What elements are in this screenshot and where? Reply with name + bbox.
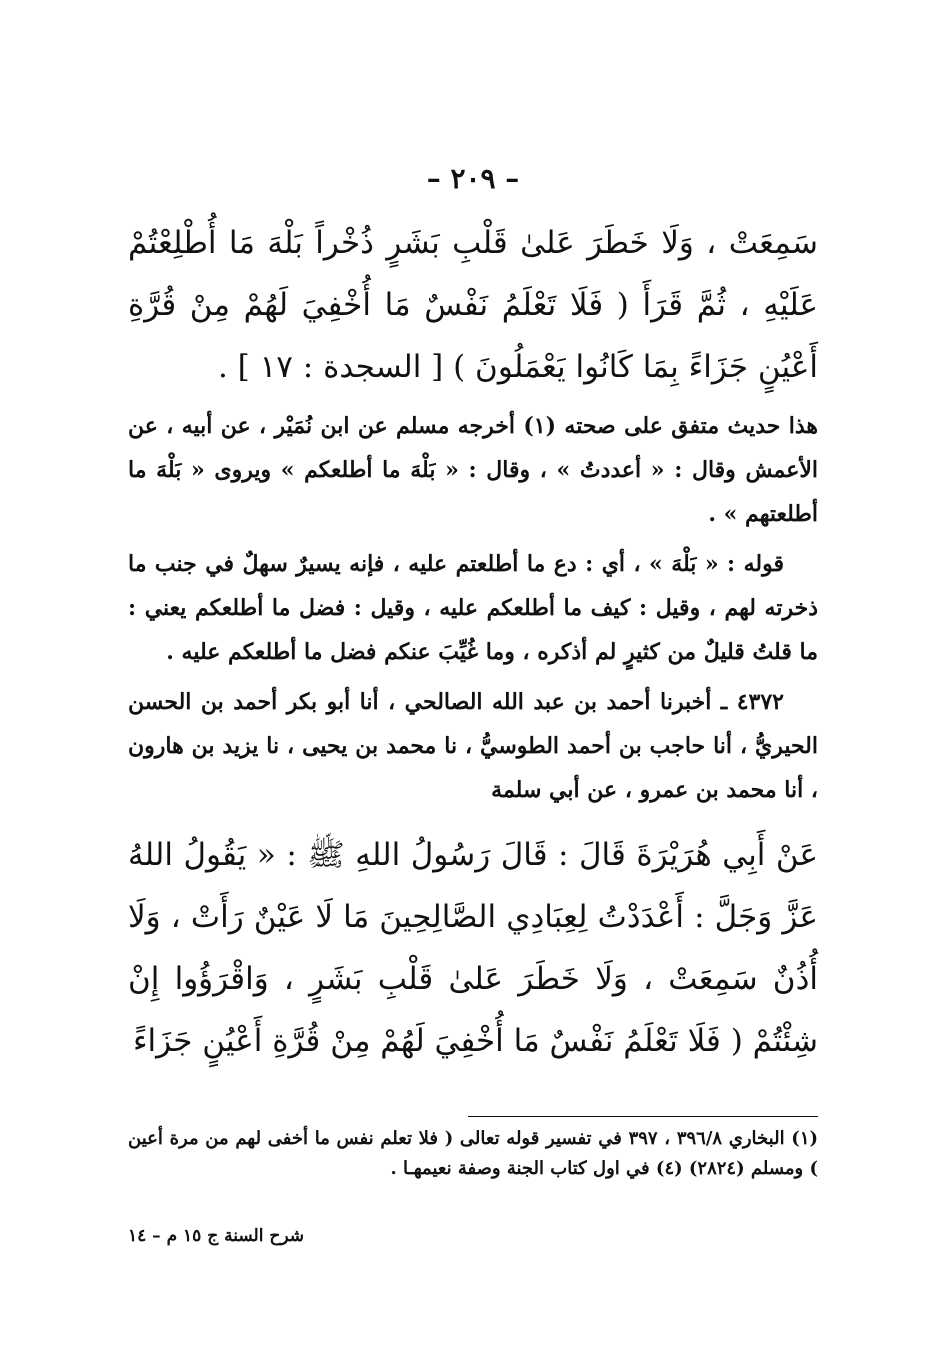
printer-signature: شرح السنة ج ١٥ م – ١٤ [128,1226,304,1246]
commentary-paragraph-1: هذا حديث متفق على صحته (١) أخرجه مسلم عن ابن نُمَيْر ، عن أبيه ، عن الأعمش وقال : « أعددتُ » ، وقال : « بَلْهَ ما أطلعكم » ويروى « بَلْهَ ما أطلعتهم » . [128,413,818,527]
footnote-divider [468,1116,818,1117]
isnad-paragraph: ٤٣٧٢ ـ أخبرنا أحمد بن عبد الله الصالحي ، أنا أبو بكر أحمد بن الحسن الحيريُّ ، أنا حاجب بن أحمد الطوسيُّ ، نا محمد بن يحيى ، نا يزيد بن هارون ، أنا محمد بن عمرو ، عن أبي سلمة [128,689,818,803]
page-number: – ٢٠٩ – [426,162,520,195]
hadith-text-continued: سَمِعَتْ ، وَلَا خَطَرَ عَلىٰ قَلْبِ بَشَرٍ ذُخْراً بَلْهَ مَا أُطْلِعْتُمْ عَلَيْهِ ، ثُمَّ قَرَأَ ( فَلَا تَعْلَمُ نَفْسٌ مَا أُخْفِيَ لَهُمْ مِنْ قُرَّةِ أَعْيُنٍ جَزَاءً بِمَا كَانُوا يَعْمَلُونَ ) [ السجدة : ١٧ ] . [128,225,818,385]
hadith-text: عَنْ أَبِي هُرَيْرَةَ قَالَ : قَالَ رَسُولُ اللهِ ﷺ : « يَقُولُ اللهُ عَزَّ وَجَلَّ : أَعْدَدْتُ لِعِبَادِي الصَّالِحِينَ مَا لَا عَيْنٌ رَأَتْ ، وَلَا أُذُنٌ سَمِعَتْ ، وَلَا خَطَرَ عَلىٰ قَلْبِ بَشَرٍ ، وَاقْرَؤُوا إِنْ شِئْتُمْ ( فَلَا تَعْلَمُ نَفْسٌ مَا أُخْفِيَ لَهُمْ مِنْ قُرَّةِ أَعْيُنٍ جَزَاءً [128,837,818,1059]
page-body [128,212,818,1072]
footnote: (١) البخاري ٣٩٦/٨ ، ٣٩٧ في تفسير قوله تعالى ( فلا تعلم نفس ما أخفى لهم من مرة أعين ) ومسلم (٢٨٢٤) (٤) في اول كتاب الجنة وصفة نعيمهـا . [128,1128,819,1179]
commentary-paragraph-2: قوله : « بَلْهَ » ، أي : دع ما أطلعتم عليه ، فإنه يسيرٌ سهلٌ في جنب ما ذخرته لهم ، وقيل : كيف ما أطلعكم عليه ، وقيل : فضل ما أطلعكم يعني : ما قلتُ قليلٌ من كثيرٍ لم أذكره ، وما غُيِّبَ عنكم فضل ما أطلعكم عليه . [128,551,818,665]
